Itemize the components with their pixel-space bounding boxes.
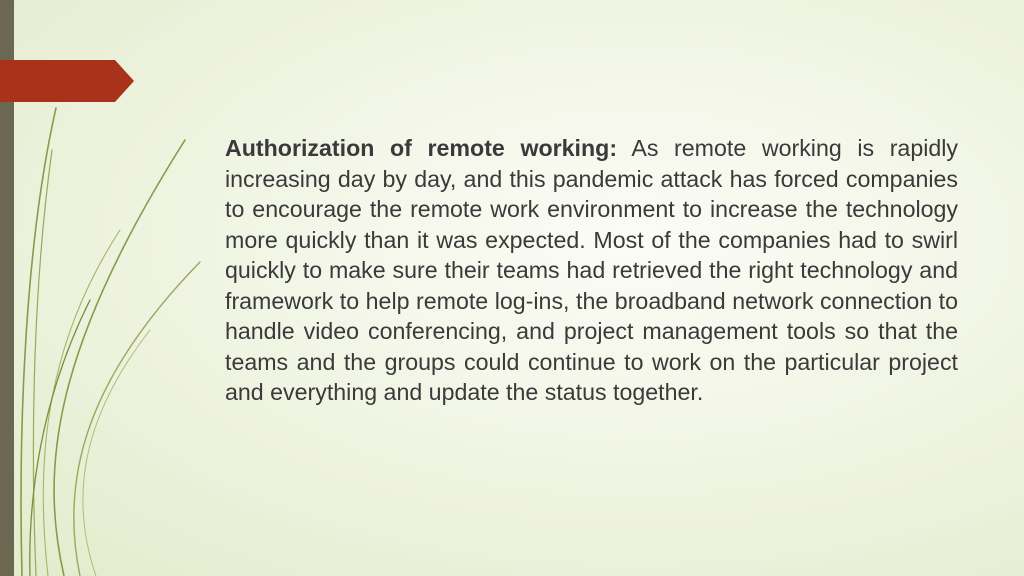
accent-arrow-shape [0, 60, 134, 102]
slide-paragraph [225, 133, 958, 408]
paragraph-heading: Authorization of remote working: [225, 135, 618, 161]
paragraph-body: As remote working is rapidly increasing day by day, and this pandemic attack has forced companies to encourage the remote work environment to increase the technology more quickly than it was expected. Most of the companies had to swirl quickly to make sure their teams had retrieved the right technology and framework to help remote log-ins, the broadband network connection to handle video conferencing, and project management tools so that the teams and the groups could continue to work on the particular project and everything and update the status together. [225, 135, 959, 405]
